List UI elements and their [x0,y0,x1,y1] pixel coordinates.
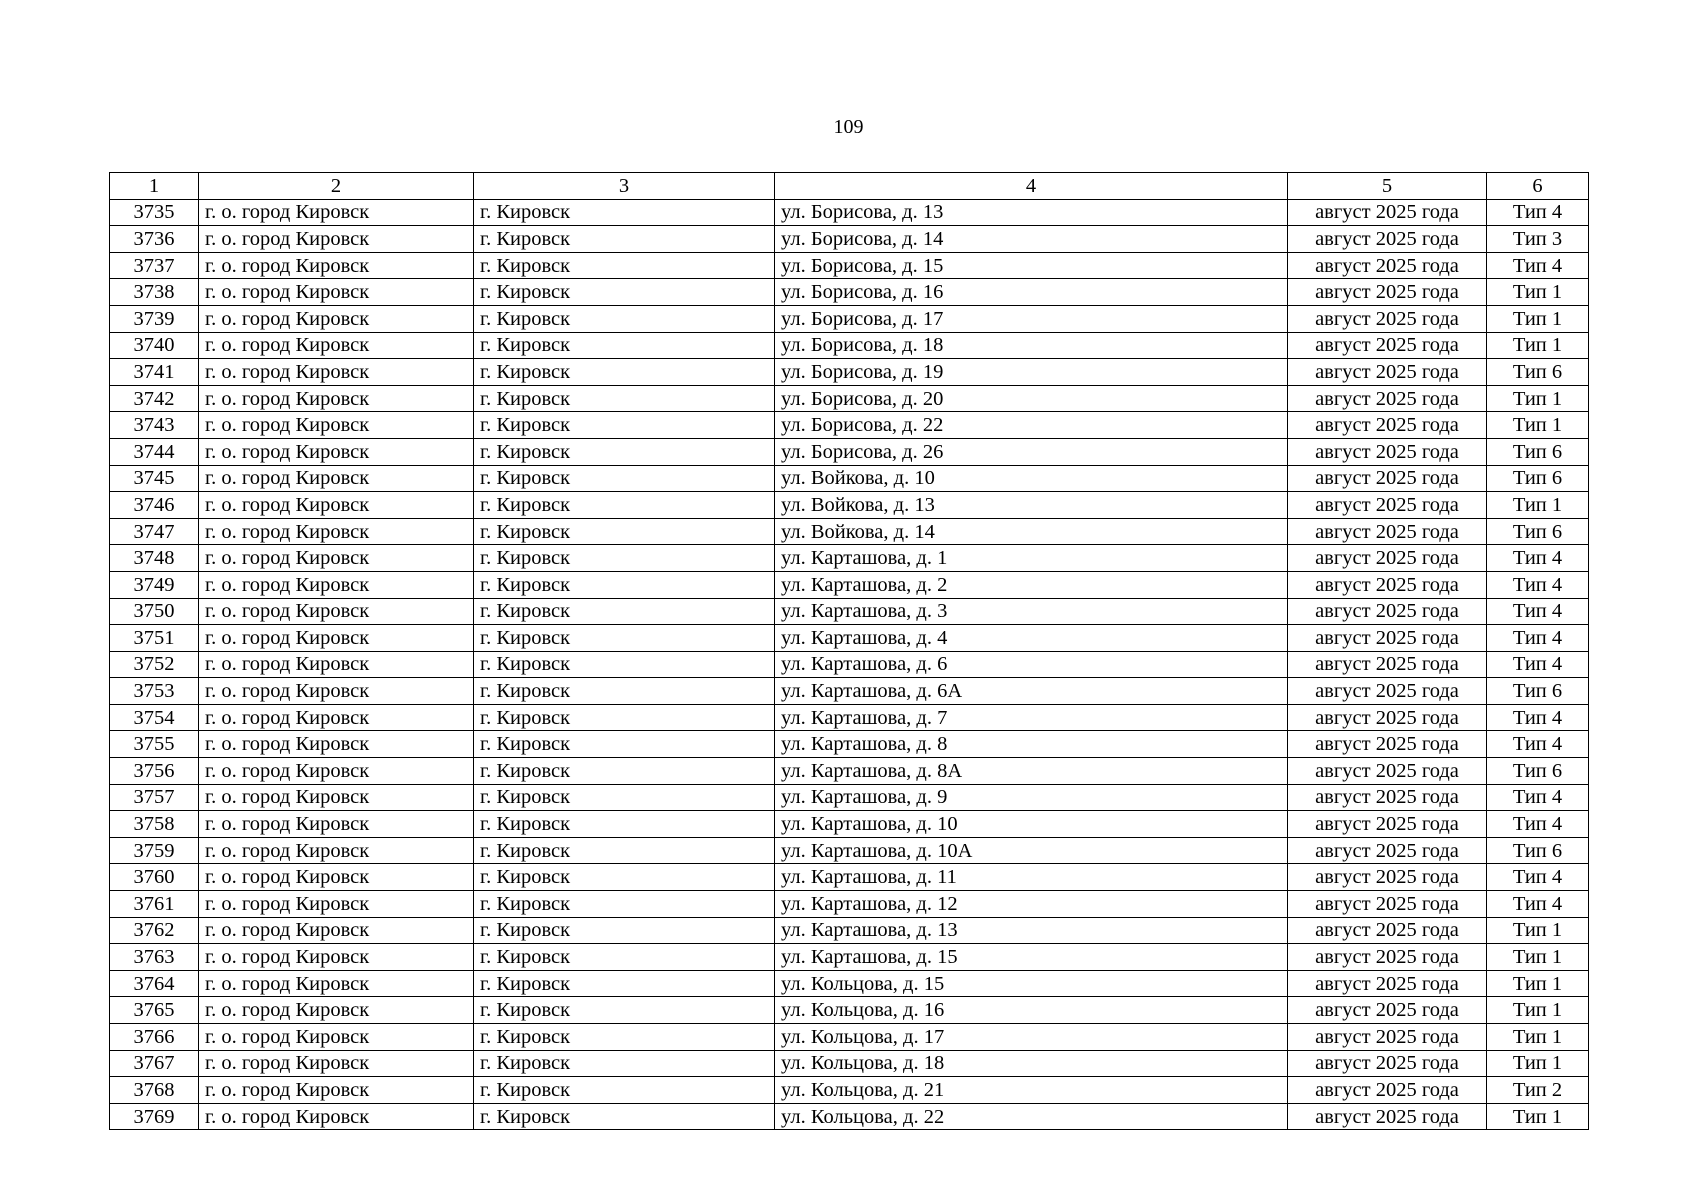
date-cell: август 2025 года [1288,678,1487,705]
settlement-cell: г. Кировск [474,359,775,386]
date-cell: август 2025 года [1288,997,1487,1024]
row-number-cell: 3751 [110,625,199,652]
table-row [110,571,1589,598]
table-row [110,1024,1589,1051]
row-number-cell: 3768 [110,1077,199,1104]
type-cell: Тип 4 [1487,598,1589,625]
row-number-cell: 3755 [110,731,199,758]
type-cell: Тип 1 [1487,492,1589,519]
type-cell: Тип 4 [1487,252,1589,279]
registry-table [109,172,1589,1130]
district-cell: г. о. город Кировск [199,1077,474,1104]
type-cell: Тип 6 [1487,837,1589,864]
date-cell: август 2025 года [1288,438,1487,465]
type-cell: Тип 4 [1487,704,1589,731]
district-cell: г. о. город Кировск [199,837,474,864]
row-number-cell: 3742 [110,385,199,412]
district-cell: г. о. город Кировск [199,625,474,652]
district-cell: г. о. город Кировск [199,1103,474,1130]
column-header: 5 [1288,173,1487,200]
date-cell: август 2025 года [1288,651,1487,678]
address-cell: ул. Карташова, д. 10 [775,811,1288,838]
settlement-cell: г. Кировск [474,731,775,758]
page-number: 109 [833,116,864,138]
table-row [110,359,1589,386]
type-cell: Тип 4 [1487,731,1589,758]
address-cell: ул. Борисова, д. 18 [775,332,1288,359]
date-cell: август 2025 года [1288,731,1487,758]
table-row [110,625,1589,652]
type-cell: Тип 1 [1487,970,1589,997]
table-row [110,678,1589,705]
row-number-cell: 3764 [110,970,199,997]
date-cell: август 2025 года [1288,226,1487,253]
row-number-cell: 3739 [110,305,199,332]
table-row [110,305,1589,332]
type-cell: Тип 1 [1487,917,1589,944]
settlement-cell: г. Кировск [474,811,775,838]
row-number-cell: 3748 [110,545,199,572]
date-cell: август 2025 года [1288,518,1487,545]
address-cell: ул. Карташова, д. 4 [775,625,1288,652]
type-cell: Тип 3 [1487,226,1589,253]
column-header: 1 [110,173,199,200]
row-number-cell: 3765 [110,997,199,1024]
settlement-cell: г. Кировск [474,305,775,332]
date-cell: август 2025 года [1288,598,1487,625]
type-cell: Тип 1 [1487,1103,1589,1130]
type-cell: Тип 4 [1487,199,1589,226]
district-cell: г. о. город Кировск [199,784,474,811]
row-number-cell: 3741 [110,359,199,386]
date-cell: август 2025 года [1288,1050,1487,1077]
table-row [110,997,1589,1024]
district-cell: г. о. город Кировск [199,1024,474,1051]
district-cell: г. о. город Кировск [199,412,474,439]
address-cell: ул. Карташова, д. 7 [775,704,1288,731]
row-number-cell: 3763 [110,944,199,971]
address-cell: ул. Борисова, д. 14 [775,226,1288,253]
address-cell: ул. Карташова, д. 2 [775,571,1288,598]
address-cell: ул. Борисова, д. 17 [775,305,1288,332]
table-row [110,518,1589,545]
district-cell: г. о. город Кировск [199,252,474,279]
date-cell: август 2025 года [1288,1077,1487,1104]
district-cell: г. о. город Кировск [199,891,474,918]
address-cell: ул. Карташова, д. 12 [775,891,1288,918]
settlement-cell: г. Кировск [474,598,775,625]
type-cell: Тип 4 [1487,651,1589,678]
address-cell: ул. Карташова, д. 13 [775,917,1288,944]
address-cell: ул. Кольцова, д. 17 [775,1024,1288,1051]
row-number-cell: 3757 [110,784,199,811]
row-number-cell: 3754 [110,704,199,731]
row-number-cell: 3767 [110,1050,199,1077]
settlement-cell: г. Кировск [474,678,775,705]
type-cell: Тип 1 [1487,997,1589,1024]
row-number-cell: 3756 [110,758,199,785]
table-row [110,199,1589,226]
row-number-cell: 3740 [110,332,199,359]
date-cell: август 2025 года [1288,1103,1487,1130]
settlement-cell: г. Кировск [474,997,775,1024]
district-cell: г. о. город Кировск [199,226,474,253]
settlement-cell: г. Кировск [474,864,775,891]
address-cell: ул. Войкова, д. 13 [775,492,1288,519]
district-cell: г. о. город Кировск [199,571,474,598]
date-cell: август 2025 года [1288,1024,1487,1051]
row-number-cell: 3746 [110,492,199,519]
address-cell: ул. Карташова, д. 6А [775,678,1288,705]
type-cell: Тип 4 [1487,811,1589,838]
district-cell: г. о. город Кировск [199,864,474,891]
district-cell: г. о. город Кировск [199,465,474,492]
table-row [110,465,1589,492]
row-number-cell: 3752 [110,651,199,678]
settlement-cell: г. Кировск [474,837,775,864]
table-row [110,252,1589,279]
date-cell: август 2025 года [1288,811,1487,838]
row-number-cell: 3759 [110,837,199,864]
type-cell: Тип 2 [1487,1077,1589,1104]
district-cell: г. о. город Кировск [199,917,474,944]
district-cell: г. о. город Кировск [199,359,474,386]
settlement-cell: г. Кировск [474,332,775,359]
address-cell: ул. Карташова, д. 15 [775,944,1288,971]
settlement-cell: г. Кировск [474,412,775,439]
district-cell: г. о. город Кировск [199,385,474,412]
district-cell: г. о. город Кировск [199,518,474,545]
table-row [110,891,1589,918]
address-cell: ул. Борисова, д. 15 [775,252,1288,279]
address-cell: ул. Кольцова, д. 18 [775,1050,1288,1077]
type-cell: Тип 1 [1487,385,1589,412]
date-cell: август 2025 года [1288,305,1487,332]
table-row [110,864,1589,891]
settlement-cell: г. Кировск [474,758,775,785]
address-cell: ул. Карташова, д. 1 [775,545,1288,572]
table-row [110,438,1589,465]
address-cell: ул. Борисова, д. 22 [775,412,1288,439]
settlement-cell: г. Кировск [474,252,775,279]
type-cell: Тип 1 [1487,305,1589,332]
settlement-cell: г. Кировск [474,891,775,918]
table-row [110,811,1589,838]
row-number-cell: 3750 [110,598,199,625]
address-cell: ул. Карташова, д. 9 [775,784,1288,811]
settlement-cell: г. Кировск [474,545,775,572]
settlement-cell: г. Кировск [474,199,775,226]
row-number-cell: 3736 [110,226,199,253]
table-row [110,970,1589,997]
type-cell: Тип 1 [1487,1024,1589,1051]
district-cell: г. о. город Кировск [199,332,474,359]
settlement-cell: г. Кировск [474,226,775,253]
date-cell: август 2025 года [1288,332,1487,359]
row-number-cell: 3769 [110,1103,199,1130]
district-cell: г. о. город Кировск [199,492,474,519]
column-header: 4 [775,173,1288,200]
type-cell: Тип 4 [1487,864,1589,891]
date-cell: август 2025 года [1288,944,1487,971]
type-cell: Тип 1 [1487,412,1589,439]
date-cell: август 2025 года [1288,625,1487,652]
table-row [110,837,1589,864]
address-cell: ул. Карташова, д. 8А [775,758,1288,785]
district-cell: г. о. город Кировск [199,758,474,785]
date-cell: август 2025 года [1288,864,1487,891]
district-cell: г. о. город Кировск [199,970,474,997]
address-cell: ул. Борисова, д. 26 [775,438,1288,465]
address-cell: ул. Войкова, д. 14 [775,518,1288,545]
district-cell: г. о. город Кировск [199,305,474,332]
address-cell: ул. Карташова, д. 3 [775,598,1288,625]
date-cell: август 2025 года [1288,412,1487,439]
row-number-cell: 3747 [110,518,199,545]
table-row [110,758,1589,785]
district-cell: г. о. город Кировск [199,704,474,731]
settlement-cell: г. Кировск [474,1103,775,1130]
table-row [110,598,1589,625]
settlement-cell: г. Кировск [474,917,775,944]
settlement-cell: г. Кировск [474,438,775,465]
table-row [110,226,1589,253]
settlement-cell: г. Кировск [474,571,775,598]
table-row [110,1077,1589,1104]
date-cell: август 2025 года [1288,359,1487,386]
type-cell: Тип 6 [1487,465,1589,492]
table-row [110,1103,1589,1130]
date-cell: август 2025 года [1288,279,1487,306]
row-number-cell: 3737 [110,252,199,279]
type-cell: Тип 4 [1487,571,1589,598]
settlement-cell: г. Кировск [474,651,775,678]
address-cell: ул. Войкова, д. 10 [775,465,1288,492]
address-cell: ул. Карташова, д. 11 [775,864,1288,891]
type-cell: Тип 6 [1487,518,1589,545]
type-cell: Тип 4 [1487,625,1589,652]
table-row [110,412,1589,439]
table-body [110,199,1589,1130]
table-row [110,944,1589,971]
table-row [110,784,1589,811]
type-cell: Тип 1 [1487,279,1589,306]
district-cell: г. о. город Кировск [199,944,474,971]
settlement-cell: г. Кировск [474,385,775,412]
type-cell: Тип 6 [1487,438,1589,465]
address-cell: ул. Карташова, д. 10А [775,837,1288,864]
address-cell: ул. Борисова, д. 16 [775,279,1288,306]
table-row [110,385,1589,412]
date-cell: август 2025 года [1288,917,1487,944]
date-cell: август 2025 года [1288,784,1487,811]
date-cell: август 2025 года [1288,385,1487,412]
settlement-cell: г. Кировск [474,1050,775,1077]
type-cell: Тип 1 [1487,944,1589,971]
type-cell: Тип 6 [1487,678,1589,705]
row-number-cell: 3761 [110,891,199,918]
district-cell: г. о. город Кировск [199,678,474,705]
address-cell: ул. Борисова, д. 13 [775,199,1288,226]
row-number-cell: 3762 [110,917,199,944]
district-cell: г. о. город Кировск [199,651,474,678]
row-number-cell: 3744 [110,438,199,465]
address-cell: ул. Кольцова, д. 22 [775,1103,1288,1130]
type-cell: Тип 6 [1487,758,1589,785]
address-cell: ул. Карташова, д. 6 [775,651,1288,678]
address-cell: ул. Кольцова, д. 21 [775,1077,1288,1104]
date-cell: август 2025 года [1288,465,1487,492]
district-cell: г. о. город Кировск [199,1050,474,1077]
settlement-cell: г. Кировск [474,970,775,997]
date-cell: август 2025 года [1288,571,1487,598]
district-cell: г. о. город Кировск [199,811,474,838]
date-cell: август 2025 года [1288,891,1487,918]
row-number-cell: 3753 [110,678,199,705]
row-number-cell: 3760 [110,864,199,891]
row-number-cell: 3749 [110,571,199,598]
type-cell: Тип 4 [1487,891,1589,918]
date-cell: август 2025 года [1288,837,1487,864]
settlement-cell: г. Кировск [474,944,775,971]
settlement-cell: г. Кировск [474,465,775,492]
settlement-cell: г. Кировск [474,1024,775,1051]
district-cell: г. о. город Кировск [199,545,474,572]
district-cell: г. о. город Кировск [199,997,474,1024]
district-cell: г. о. город Кировск [199,438,474,465]
district-cell: г. о. город Кировск [199,598,474,625]
address-cell: ул. Борисова, д. 20 [775,385,1288,412]
address-cell: ул. Кольцова, д. 16 [775,997,1288,1024]
type-cell: Тип 1 [1487,332,1589,359]
district-cell: г. о. город Кировск [199,279,474,306]
row-number-cell: 3735 [110,199,199,226]
table-row [110,492,1589,519]
settlement-cell: г. Кировск [474,625,775,652]
address-cell: ул. Кольцова, д. 15 [775,970,1288,997]
row-number-cell: 3745 [110,465,199,492]
district-cell: г. о. город Кировск [199,731,474,758]
table-row [110,279,1589,306]
date-cell: август 2025 года [1288,199,1487,226]
row-number-cell: 3766 [110,1024,199,1051]
column-header: 2 [199,173,474,200]
date-cell: август 2025 года [1288,758,1487,785]
table-row [110,704,1589,731]
settlement-cell: г. Кировск [474,1077,775,1104]
type-cell: Тип 1 [1487,1050,1589,1077]
settlement-cell: г. Кировск [474,518,775,545]
column-header: 3 [474,173,775,200]
date-cell: август 2025 года [1288,252,1487,279]
type-cell: Тип 4 [1487,545,1589,572]
settlement-cell: г. Кировск [474,784,775,811]
row-number-cell: 3743 [110,412,199,439]
settlement-cell: г. Кировск [474,279,775,306]
district-cell: г. о. город Кировск [199,199,474,226]
settlement-cell: г. Кировск [474,492,775,519]
address-cell: ул. Карташова, д. 8 [775,731,1288,758]
table-row [110,545,1589,572]
table-row [110,1050,1589,1077]
column-header: 6 [1487,173,1589,200]
settlement-cell: г. Кировск [474,704,775,731]
type-cell: Тип 4 [1487,784,1589,811]
date-cell: август 2025 года [1288,545,1487,572]
table-row [110,651,1589,678]
table-row [110,731,1589,758]
table-row [110,917,1589,944]
table-header-row [110,173,1589,200]
table-row [110,332,1589,359]
row-number-cell: 3738 [110,279,199,306]
date-cell: август 2025 года [1288,970,1487,997]
type-cell: Тип 6 [1487,359,1589,386]
date-cell: август 2025 года [1288,492,1487,519]
row-number-cell: 3758 [110,811,199,838]
date-cell: август 2025 года [1288,704,1487,731]
address-cell: ул. Борисова, д. 19 [775,359,1288,386]
